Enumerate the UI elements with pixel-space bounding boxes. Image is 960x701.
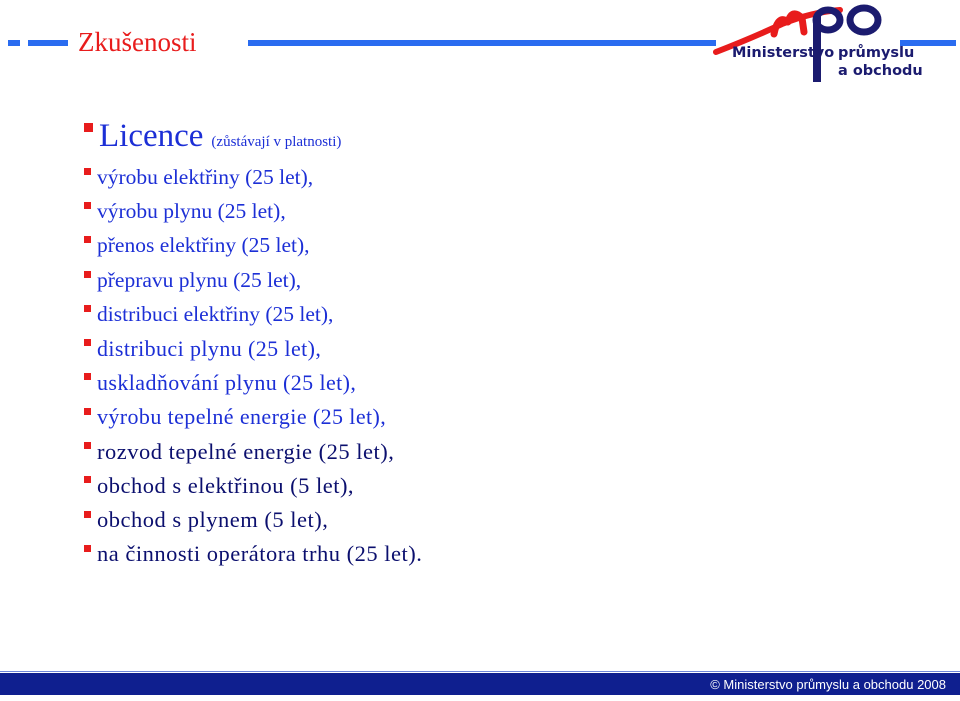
square-bullet-icon <box>84 168 91 175</box>
list-item <box>84 503 422 537</box>
page-title: Zkušenosti <box>78 24 203 60</box>
square-bullet-icon <box>84 511 91 518</box>
list-item <box>84 194 422 228</box>
licence-list <box>84 160 422 572</box>
list-item-text: výrobu plynu (25 let), <box>97 198 286 223</box>
list-item-text: obchod s elektřinou (5 let), <box>97 472 355 498</box>
footer-copyright: © Ministerstvo průmyslu a obchodu 2008 <box>710 677 946 692</box>
list-item-text: přenos elektřiny (25 let), <box>97 233 310 258</box>
square-bullet-icon <box>84 236 91 243</box>
list-item-text: přepravu plynu (25 let), <box>97 267 302 292</box>
square-bullet-icon <box>84 476 91 483</box>
square-bullet-icon <box>84 339 91 346</box>
list-item <box>84 537 422 571</box>
square-bullet-icon <box>84 271 91 278</box>
square-bullet-icon <box>84 123 93 132</box>
square-bullet-icon <box>84 442 91 449</box>
header-bar-left-1 <box>8 40 20 46</box>
logo-text-prumyslu: průmyslu <box>838 45 915 61</box>
list-item <box>84 469 422 503</box>
licence-heading-note: (zůstávají v platnosti) <box>211 134 342 150</box>
header-bar-left-2 <box>28 40 68 46</box>
list-item <box>84 331 422 365</box>
square-bullet-icon <box>84 408 91 415</box>
square-bullet-icon <box>84 305 91 312</box>
footer-divider <box>0 671 960 672</box>
header-bar-main <box>248 40 716 46</box>
licence-section <box>84 118 422 572</box>
logo-text-a-obchodu: a obchodu <box>838 63 923 79</box>
list-item-text: výrobu tepelné energie (25 let), <box>97 404 387 430</box>
list-item <box>84 400 422 434</box>
list-item <box>84 229 422 263</box>
list-item <box>84 160 422 194</box>
list-item <box>84 263 422 297</box>
list-item-text: rozvod tepelné energie (25 let), <box>97 438 395 464</box>
list-item-text: obchod s plynem (5 let), <box>97 507 329 533</box>
list-item-text: na činnosti operátora trhu (25 let). <box>97 541 423 567</box>
list-item <box>84 366 422 400</box>
list-item-text: uskladňování plynu (25 let), <box>97 369 357 395</box>
list-item-text: distribuci plynu (25 let), <box>97 335 322 361</box>
licence-heading-row <box>84 118 422 158</box>
square-bullet-icon <box>84 545 91 552</box>
list-item <box>84 297 422 331</box>
list-item-text: výrobu elektřiny (25 let), <box>97 164 314 189</box>
ministry-logo <box>712 0 944 86</box>
logo-text-ministerstvo: Ministerstvo <box>732 45 835 61</box>
licence-heading: Licence <box>99 118 204 154</box>
list-item-text: distribuci elektřiny (25 let), <box>97 301 334 326</box>
list-item <box>84 434 422 468</box>
square-bullet-icon <box>84 373 91 380</box>
square-bullet-icon <box>84 202 91 209</box>
